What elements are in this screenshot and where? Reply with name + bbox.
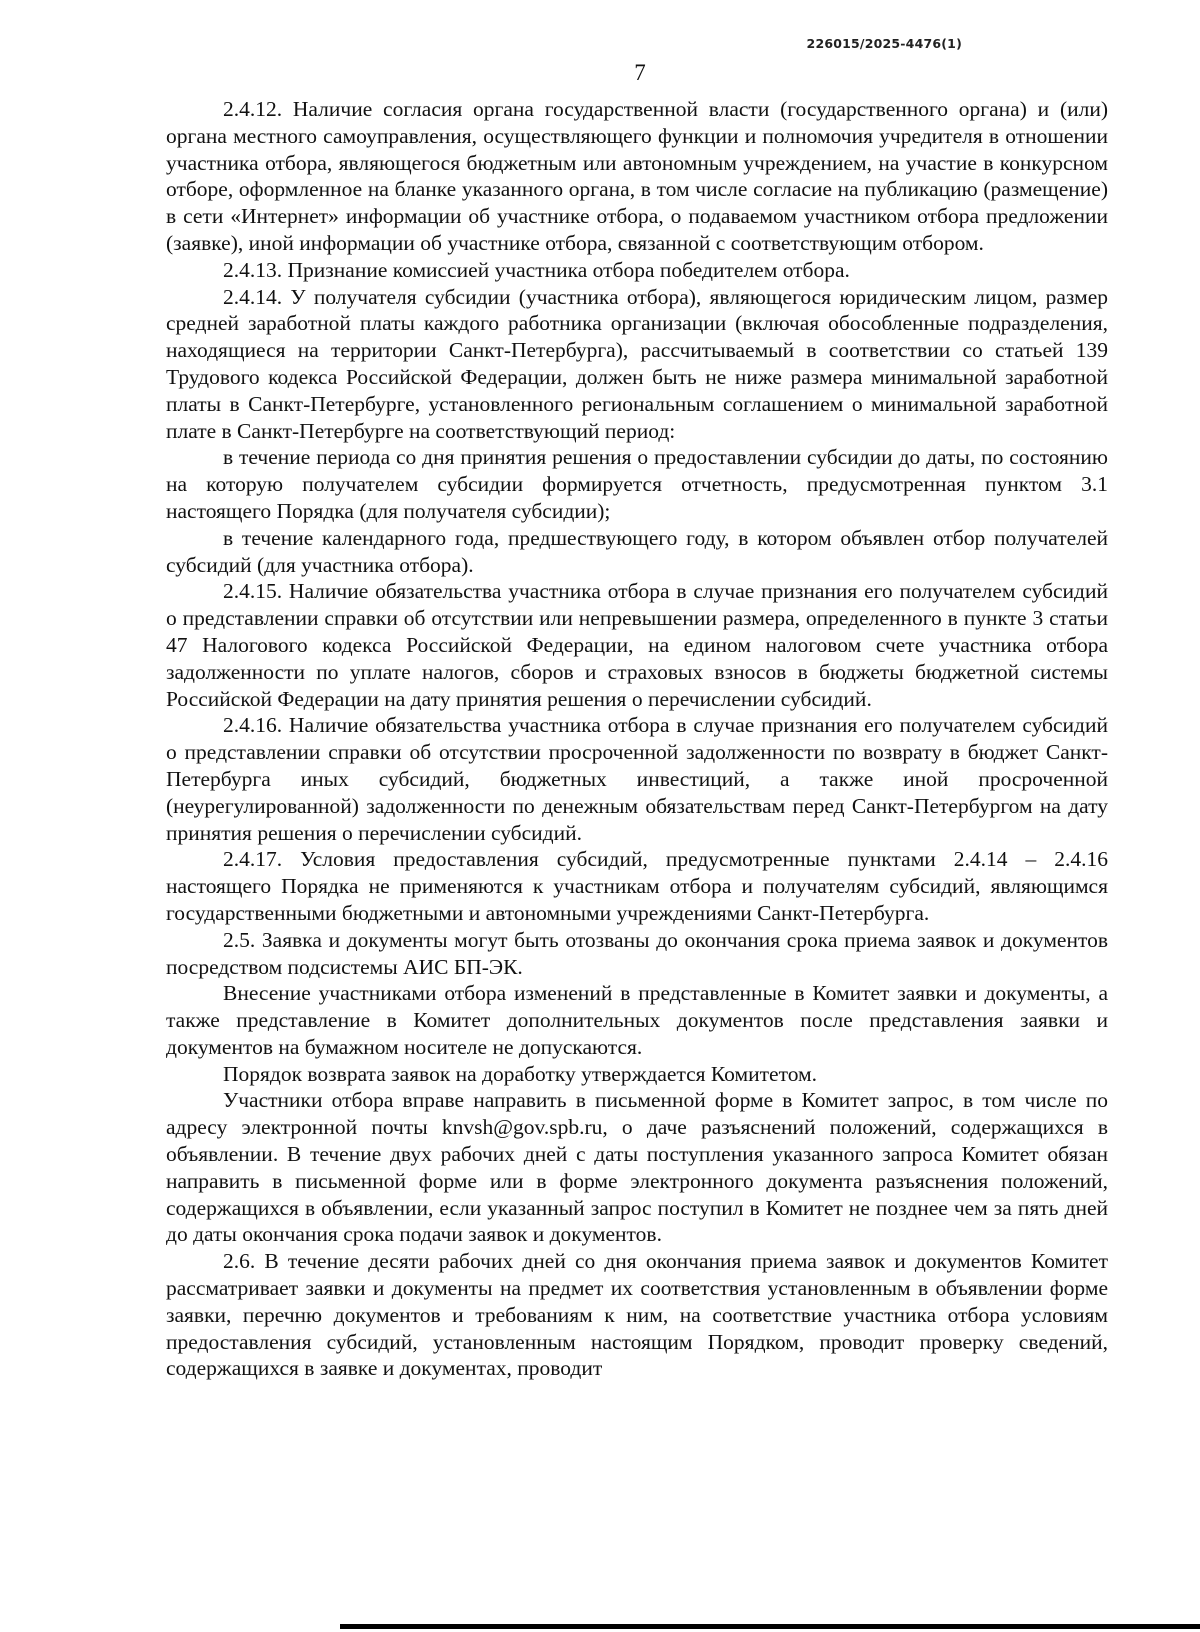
paragraph-2-5-changes: Внесение участниками отбора изменений в представленные в Комитет заявки и документы, а также представление в Комитет дополнительных документов после представления заявки и документов на бумажном носителе не допускаются. bbox=[166, 981, 1108, 1059]
paragraph-2-4-16: 2.4.16. Наличие обязательства участника отбора в случае признания его получателем субсидий о представлении справки об отсутствии просроченной задолженности по возврату в бюджет Санкт-Петербурга иных субсидий, бюджетных инвестиций, а также иной просроченной (неурегулированной) задолженности по денежным обязательствам перед Санкт-Петербургом на дату принятия решения о перечислении субсидий. bbox=[166, 713, 1108, 845]
page-number: 7 bbox=[634, 60, 646, 85]
paragraph-2-5-return-order: Порядок возврата заявок на доработку утверждается Комитетом. bbox=[223, 1061, 818, 1086]
paragraph-2-4-14-recipient-period: в течение периода со дня принятия решения о предоставлении субсидии до даты, по состоянию на которую получателем субсидии формируется отчетность, предусмотренная пунктом 3.1 настоящего Порядка (для получателя субсидии); bbox=[166, 445, 1108, 523]
document-registration-number: 226015/2025-4476(1) bbox=[806, 36, 962, 51]
paragraph-2-4-14: 2.4.14. У получателя субсидии (участника отбора), являющегося юридическим лицом, размер средней заработной платы каждого работника организации (включая обособленные подразделения, находящиеся на территории Санкт-Петербурга), рассчитываемый в соответствии со статьей 139 Трудового кодекса Российской Федерации, должен быть не ниже размера минимальной заработной платы в Санкт-Петербурге, установленного региональным соглашением о минимальной заработной плате в Санкт-Петербурге на соответствующий период: bbox=[166, 284, 1108, 443]
document-body bbox=[166, 96, 1108, 1382]
paragraph-2-5: 2.5. Заявка и документы могут быть отозваны до окончания срока приема заявок и документов посредством подсистемы АИС БП-ЭК. bbox=[166, 927, 1108, 979]
paragraph-2-5-clarification-request: Участники отбора вправе направить в письменной форме в Комитет запрос, в том числе по адресу электронной почты knvsh@gov.spb.ru, о даче разъяснений положений, содержащихся в объявлении. В течение двух рабочих дней с даты поступления указанного запроса Комитет обязан направить в письменной форме или в форме электронного документа разъяснения положений, содержащихся в объявлении, если указанный запрос поступил в Комитет не позднее чем за пять дней до даты окончания срока подачи заявок и документов. bbox=[166, 1088, 1108, 1247]
paragraph-2-4-14-participant-period: в течение календарного года, предшествующего году, в котором объявлен отбор получателей субсидий (для участника отбора). bbox=[166, 525, 1108, 577]
paragraph-2-6: 2.6. В течение десяти рабочих дней со дня окончания приема заявок и документов Комитет рассматривает заявки и документы на предмет их соответствия установленным в объявлении форме заявки, перечню документов и требованиям к ним, на соответствие участника отбора условиям предоставления субсидий, установленным настоящим Порядком, проводит проверку сведений, содержащихся в заявке и документах, проводит bbox=[166, 1249, 1108, 1381]
paragraph-2-4-15: 2.4.15. Наличие обязательства участника отбора в случае признания его получателем субсидий о представлении справки об отсутствии или непревышении размера, определенного в пункте 3 статьи 47 Налогового кодекса Российской Федерации, на едином налоговом счете участника отбора задолженности по уплате налогов, сборов и страховых взносов в бюджеты бюджетной системы Российской Федерации на дату принятия решения о перечислении субсидий. bbox=[166, 579, 1108, 711]
paragraph-2-4-12: 2.4.12. Наличие согласия органа государственной власти (государственного органа) и (или) органа местного самоуправления, осуществляющего функции и полномочия учредителя в отношении участника отбора, являющегося бюджетным или автономным учреждением, на участие в конкурсном отборе, оформленное на бланке указанного органа, в том числе согласие на публикацию (размещение) в сети «Интернет» информации об участнике отбора, о подаваемом участником отбора предложении (заявке), иной информации об участнике отбора, связанной с соответствующим отбором. bbox=[166, 97, 1108, 255]
paragraph-2-4-13: 2.4.13. Признание комиссией участника отбора победителем отбора. bbox=[223, 257, 850, 282]
scan-bottom-edge-line bbox=[340, 1624, 1200, 1629]
paragraph-2-4-17: 2.4.17. Условия предоставления субсидий, предусмотренные пунктами 2.4.14 – 2.4.16 настоящего Порядка не применяются к участникам отбора и получателям субсидий, являющимся государственными бюджетными и автономными учреждениями Санкт-Петербурга. bbox=[166, 847, 1108, 925]
